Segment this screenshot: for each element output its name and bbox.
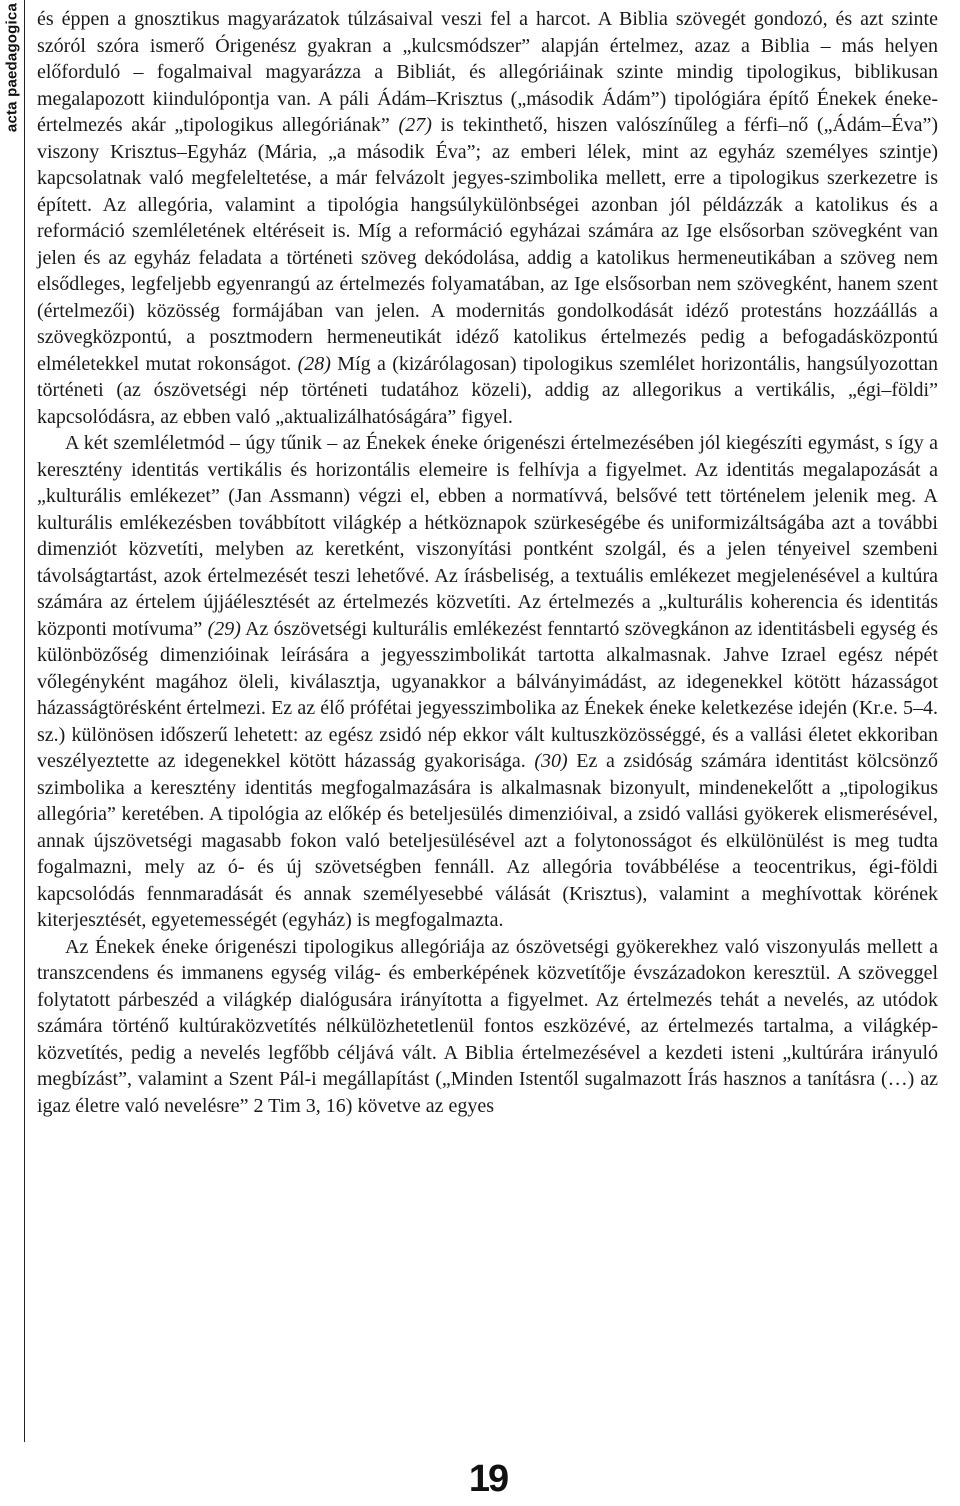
paragraph-text: és éppen a gnosztikus magyarázatok túlzásaival veszi fel a harcot. A Biblia szövegét gondozó, és azt szinte szóról szóra ismerő Órigenész gyakran a „kulcsmódszer” alapján értelmez, azaz a Biblia – más helyen előforduló – fogalmaival magyarázza a Bibliát, és allegóriáinak szinte mindig tipologikus, biblikusan megalapozott kiindulópontja van. A páli Ádám–Krisztus („második Ádám”) tipológiára építő Énekek éneke-értelmezés akár „tipologikus allegóriának” <box>37 8 938 136</box>
paragraph-text: Ez a zsidóság számára identitást kölcsönző szimbolika a keresztény identitás megfogalmazására is alkalmasnak bizonyult, mindenekelőtt a „tipologikus allegória” keretében. A tipológia az előkép és beteljesülés dimenzióival, a zsidó vallási gyökerek elismerésével, annak újszövetségi magasabb fokon való beteljesülésével azt a folytonosságot és elkülönülést is meg tudta fogalmazni, mely az ó- és új szövetségben fennáll. Az allegória továbbélése a teocentrikus, égi-földi kapcsolódás fennmaradását és annak személyesebbé válását (Krisztus), valamint a meghívottak körének kiterjesztését, egyetemességét (egyház) is megfogalmazta. <box>37 750 938 931</box>
paragraph <box>37 934 938 1120</box>
paragraph-text: A két szemléletmód – úgy tűnik – az Énekek éneke órigenészi értelmezésében jól kiegészíti egymást, s így a keresztény identitás vertikális és horizontális elemeire is felhívja a figyelmet. Az identitás megalapozását a „kulturális emlékezet” (Jan Assmann) végzi el, ebben a normatívvá, belsővé tett történelem jelenik meg. A kulturális emlékezésben továbbított világkép a hétköznapok szürkeségébe és uniformizáltságába azt a további dimenziót közvetíti, melyben az keretként, viszonyítási pontként szolgál, és a jelen tényeivel szembeni távolságtartást, azok értelmezését teszi lehetővé. Az írásbeliség, a textuális emlékezet megjelenésével a kultúra számára az értelem újjáélesztését az értelmezés közvetíti. Az értelmezés a „kulturális koherencia és identitás központi motívuma” <box>37 432 938 640</box>
footnote-reference: (28) <box>297 352 331 375</box>
paragraph-text: Az ószövetségi kulturális emlékezést fenntartó szövegkánon az identitásbeli egység és különbözőség dimenzióinak leírására a jegyesszimbolikát tartotta alkalmasnak. Jahve Izrael egész népét vőlegényként magához öleli, kiválasztja, ugyanakkor a bálványimádást, az idegenekkel kötött házasságot házasságtörésként értelmezi. Ez az élő prófétai jegyesszimbolika az Énekek éneke keletkezése idején (Kr.e. 5–4. sz.) különösen időszerű lehetett: az egész zsidó nép ekkor vált kultuszközösséggé, és a vallási életet ekkoriban veszélyeztette az idegenekkel kötött házasság gyakorisága. <box>37 617 938 772</box>
footnote-reference: (29) <box>207 617 241 640</box>
page-number: 19 <box>468 1458 508 1500</box>
paragraph-text: Míg a (kizárólagosan) tipologikus szemlélet horizontális, hangsúlyozottan történeti (az ószövetségi nép történeti tudatához közeli), addig az allegorikus a vertikális, „égi–földi” kapcsolódásra, az ebben való „aktualizálhatóságára” figyel. <box>37 352 938 428</box>
paragraph-text: is tekinthető, hiszen valószínűleg a férfi–nő („Ádám–Éva”) viszony Krisztus–Egyház (Mária, „a második Éva”; az emberi lélek, mint az egyház személyes szintje) kapcsolatnak való megfeleltetése, a már felvázolt jegyes-szimbolika mellett, erre a tipologikus szerkezetre is épített. Az allegória, valamint a tipológia hangsúlykülönbségei azonban jól példázzák a katolikus és a reformáció szemléletének eltéréseit is. Míg a reformáció egyházai számára az Ige elsősorban szövegként van jelen és az egyház feladata a történeti szöveg dekódolása, addig a katolikus hermeneutikában a szöveg nem elsődleges, legfeljebb egyenrangú az értelmezés folyamatában, az Ige elsősorban nem szövegként, hanem szent (értelmezői) közösség formájában van jelen. A modernitás gondolkodását idéző protestáns hozzáállás a szövegközpontú, a posztmodern hermeneutikát idéző katolikus értelmezés pedig a befogadásközpontú elméletekkel mutat rokonságot. <box>37 114 938 375</box>
paragraph <box>37 6 938 430</box>
article-body <box>37 6 938 1119</box>
footnote-reference: (27) <box>398 114 432 136</box>
journal-side-label <box>0 0 25 1442</box>
paragraph <box>37 430 938 934</box>
paragraph-text: Az Énekek éneke órigenészi tipologikus allegóriája az ószövetségi gyökerekhez való viszonyulás mellett a transzcendens és immanens egység világ- és emberképének közvetítője évszázadokon keresztül. A szöveggel folytatott párbeszéd a világkép dialógusára irányította a figyelmet. Az értelmezés tehát a nevelés, az utódok számára történő kultúraközvetítés nélkülözhetetlenül fontos eszközévé, az értelmezés tartalma, a világkép-közvetítés, pedig a nevelés legfőbb céljává vált. A Biblia értelmezésével a kezdeti isteni „kultúrára irányuló megbízást”, valamint a Szent Pál-i megállapítást („Minden Istentől sugalmazott Írás hasznos a tanításra (…) az igaz életre való nevelésre” 2 Tim 3, 16) követve az egyes <box>37 935 938 1117</box>
footnote-reference: (30) <box>534 750 568 772</box>
journal-name: acta paedagogica <box>3 3 21 133</box>
